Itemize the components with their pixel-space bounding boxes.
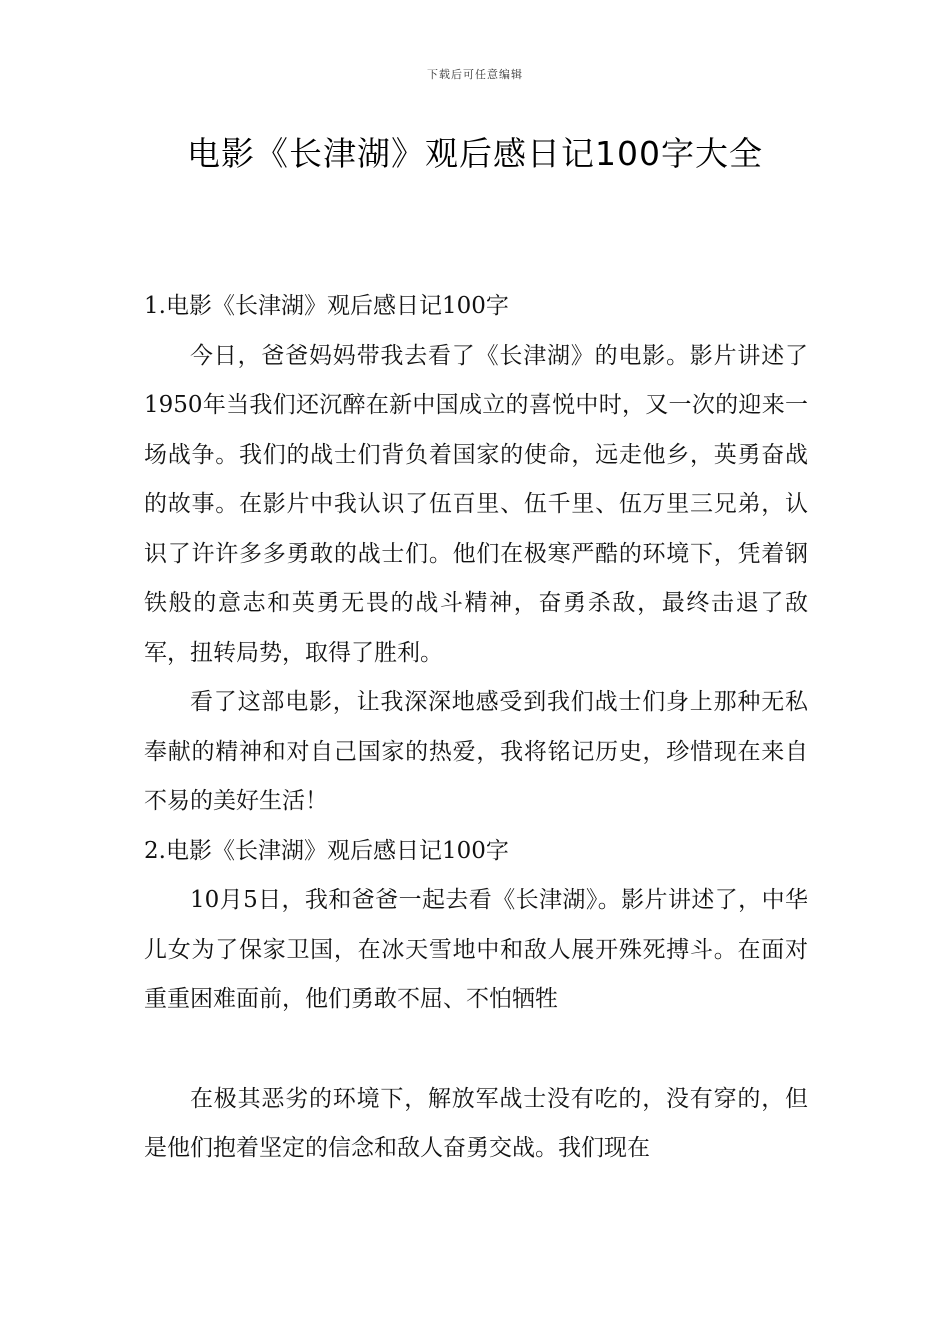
section-2-paragraph-2: 在极其恶劣的环境下，解放军战士没有吃的，没有穿的，但是他们抱着坚定的信念和敌人奋勇交战。我们现在 bbox=[144, 1085, 808, 1161]
section-2-paragraph-1: 10月5日，我和爸爸一起去看《长津湖》。影片讲述了，中华儿女为了保家卫国，在冰天雪地中和敌人展开殊死搏斗。在面对重重困难面前，他们勇敢不屈、不怕牺牲 bbox=[144, 887, 808, 1012]
document-body bbox=[144, 282, 808, 1174]
page-break-gap bbox=[144, 1025, 808, 1075]
section-heading-2: 2.电影《长津湖》观后感日记100字 bbox=[144, 837, 509, 864]
page-header-note: 下载后可任意编辑 bbox=[427, 68, 523, 81]
section-heading-1: 1.电影《长津湖》观后感日记100字 bbox=[144, 293, 509, 319]
section-1-paragraph-2: 看了这部电影，让我深深地感受到我们战士们身上那种无私奉献的精神和对自己国家的热爱，我将铭记历史，珍惜现在来自不易的美好生活！ bbox=[144, 689, 808, 814]
document-title: 电影《长津湖》观后感日记100字大全 bbox=[187, 134, 763, 173]
section-1-paragraph-1: 今日，爸爸妈妈带我去看了《长津湖》的电影。影片讲述了1950年当我们还沉醉在新中国成立的喜悦中时，又一次的迎来一场战争。我们的战士们背负着国家的使命，远走他乡，英勇奋战的故事。在影片中我认识了伍百里、伍千里、伍万里三兄弟，认识了许许多多勇敢的战士们。他们在极寒严酷的环境下，凭着钢铁般的意志和英勇无畏的战斗精神，奋勇杀敌，最终击退了敌军，扭转局势，取得了胜利。 bbox=[144, 342, 808, 666]
